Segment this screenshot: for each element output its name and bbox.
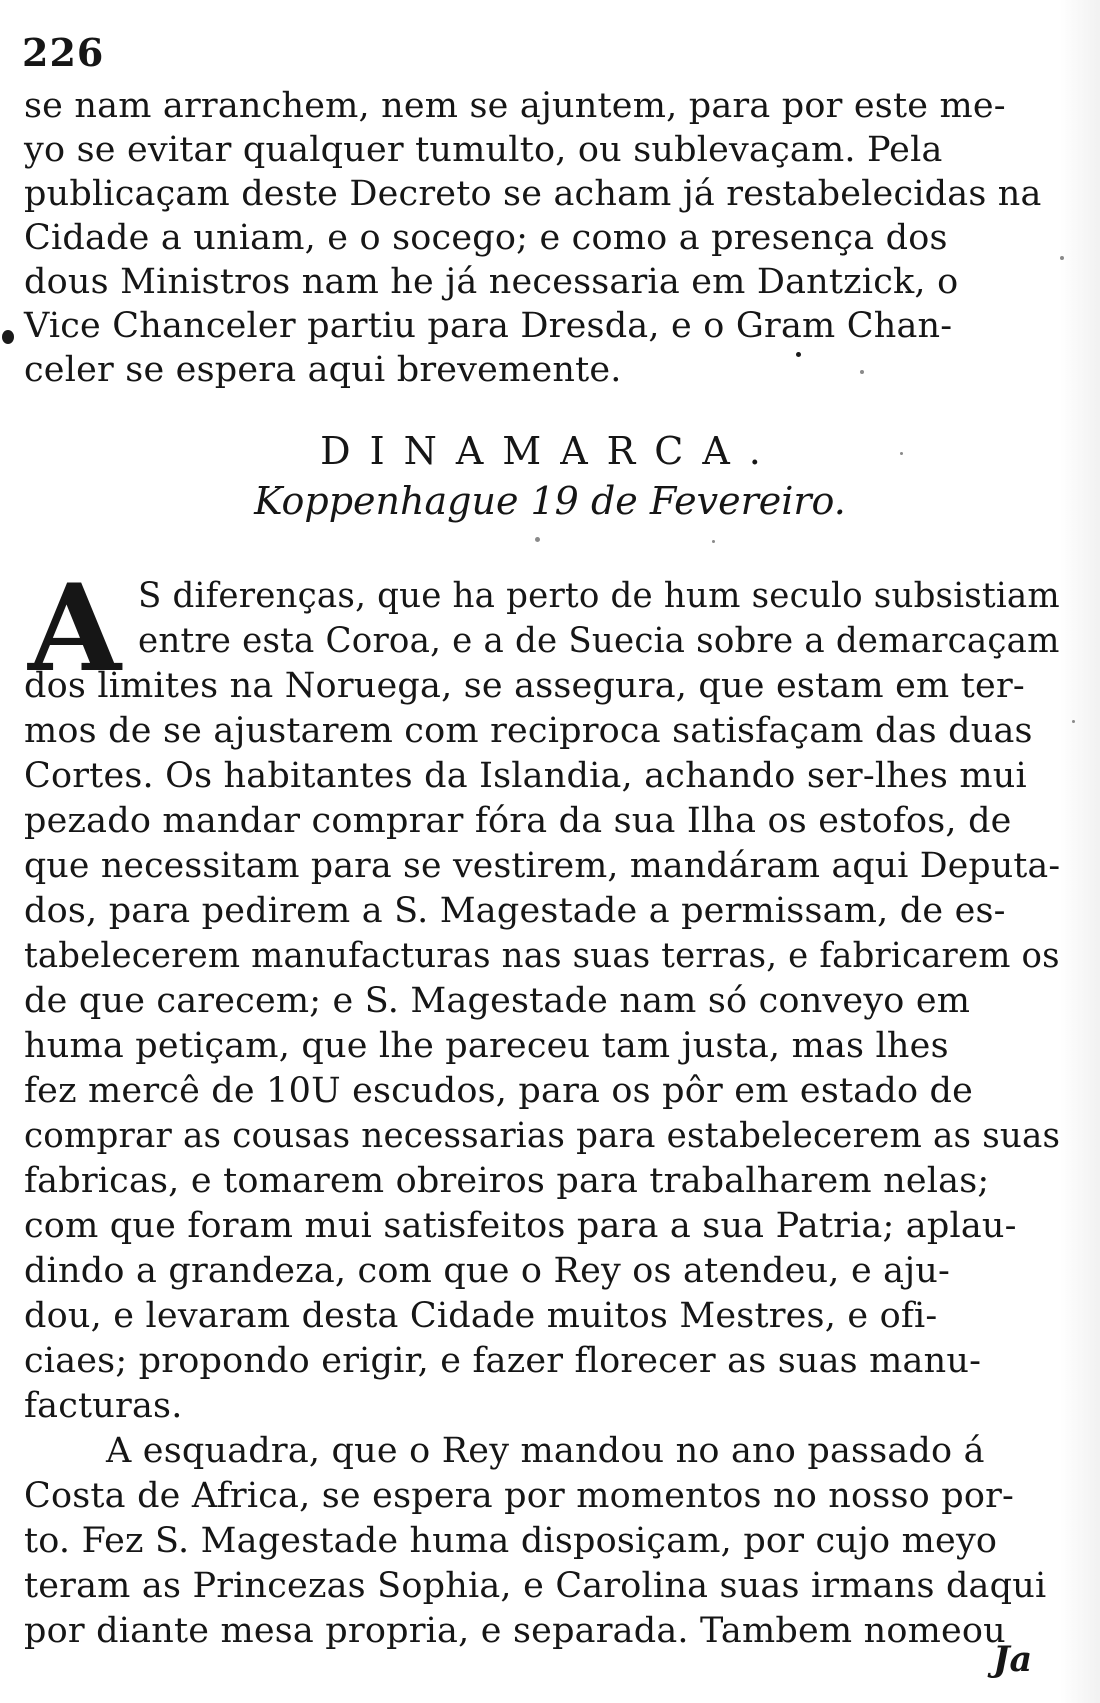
text-line: dindo a grandeza, com que o Rey os atendeu, e aju- bbox=[24, 1251, 951, 1291]
text-line: Vice Chanceler partiu para Dresda, e o Gram Chan- bbox=[24, 306, 953, 346]
text-line: comprar as cousas necessarias para estabelecerem as suas bbox=[24, 1116, 1061, 1156]
scan-speck bbox=[712, 540, 715, 543]
text-line: yo se evitar qualquer tumulto, ou sublevaçam. Pela bbox=[24, 130, 943, 170]
text-line: Cortes. Os habitantes da Islandia, achando ser-lhes mui bbox=[24, 756, 1027, 796]
text-line: entre esta Coroa, e a de Suecia sobre a demarcaçam bbox=[138, 621, 1060, 661]
text-line: teram as Princezas Sophia, e Carolina suas irmans daqui bbox=[24, 1566, 1047, 1606]
text-line: se nam arranchem, nem se ajuntem, para por este me- bbox=[24, 86, 1006, 126]
text-line: dos, para pedirem a S. Magestade a permissam, de es- bbox=[24, 891, 1006, 931]
text-line: mos de se ajustarem com reciproca satisfaçam das duas bbox=[24, 711, 1033, 751]
catchword: Ja bbox=[993, 1639, 1033, 1680]
ink-blot bbox=[796, 352, 801, 357]
page-edge-shadow bbox=[1060, 0, 1100, 1703]
text-line: to. Fez S. Magestade huma disposiçam, por cujo meyo bbox=[24, 1521, 998, 1561]
text-line: Costa de Africa, se espera por momentos no nosso por- bbox=[24, 1476, 1015, 1516]
text-line: huma petiçam, que lhe pareceu tam justa, mas lhes bbox=[24, 1026, 949, 1066]
text-line: facturas. bbox=[24, 1386, 183, 1426]
scan-speck bbox=[535, 537, 540, 542]
text-line: dou, e levaram desta Cidade muitos Mestres, e ofi- bbox=[24, 1296, 938, 1336]
text-line: dos limites na Noruega, se assegura, que estam em ter- bbox=[24, 666, 1025, 706]
text-line: de que carecem; e S. Magestade nam só conveyo em bbox=[24, 981, 971, 1021]
scan-speck bbox=[1060, 256, 1064, 260]
text-line: tabelecerem manufacturas nas suas terras, e fabricarem os bbox=[24, 936, 1060, 976]
ink-blot bbox=[2, 330, 14, 344]
text-line: celer se espera aqui brevemente. bbox=[24, 350, 622, 390]
text-line: pezado mandar comprar fóra da sua Ilha os estofos, de bbox=[24, 801, 1012, 841]
text-line: publicaçam deste Decreto se acham já restabelecidas na bbox=[24, 174, 1042, 214]
dateline: Koppenhague 19 de Fevereiro. bbox=[254, 479, 846, 523]
text-line: ciaes; propondo erigir, e fazer florecer as suas manu- bbox=[24, 1341, 982, 1381]
text-line: com que foram mui satisfeitos para a sua Patria; aplau- bbox=[24, 1206, 1017, 1246]
drop-cap: A bbox=[28, 558, 122, 699]
text-line: que necessitam para se vestirem, mandáram aqui Deputa- bbox=[24, 846, 1061, 886]
scan-speck bbox=[900, 452, 903, 455]
page-number: 226 bbox=[22, 30, 105, 75]
text-line: fez mercê de 10U escudos, para os pôr em estado de bbox=[24, 1071, 974, 1111]
text-line: S diferenças, que ha perto de hum seculo subsistiam bbox=[138, 576, 1060, 616]
text-line: dous Ministros nam he já necessaria em Dantzick, o bbox=[24, 262, 959, 302]
section-heading: DINAMARCA. bbox=[320, 429, 780, 473]
scan-speck bbox=[860, 370, 864, 374]
scan-speck bbox=[1072, 720, 1075, 723]
text-line: Cidade a uniam, e o socego; e como a presença dos bbox=[24, 218, 948, 258]
text-line: A esquadra, que o Rey mandou no ano passado á bbox=[106, 1431, 985, 1471]
text-line: fabricas, e tomarem obreiros para trabalharem nelas; bbox=[24, 1161, 990, 1201]
text-line: por diante mesa propria, e separada. Tambem nomeou bbox=[24, 1611, 1006, 1651]
